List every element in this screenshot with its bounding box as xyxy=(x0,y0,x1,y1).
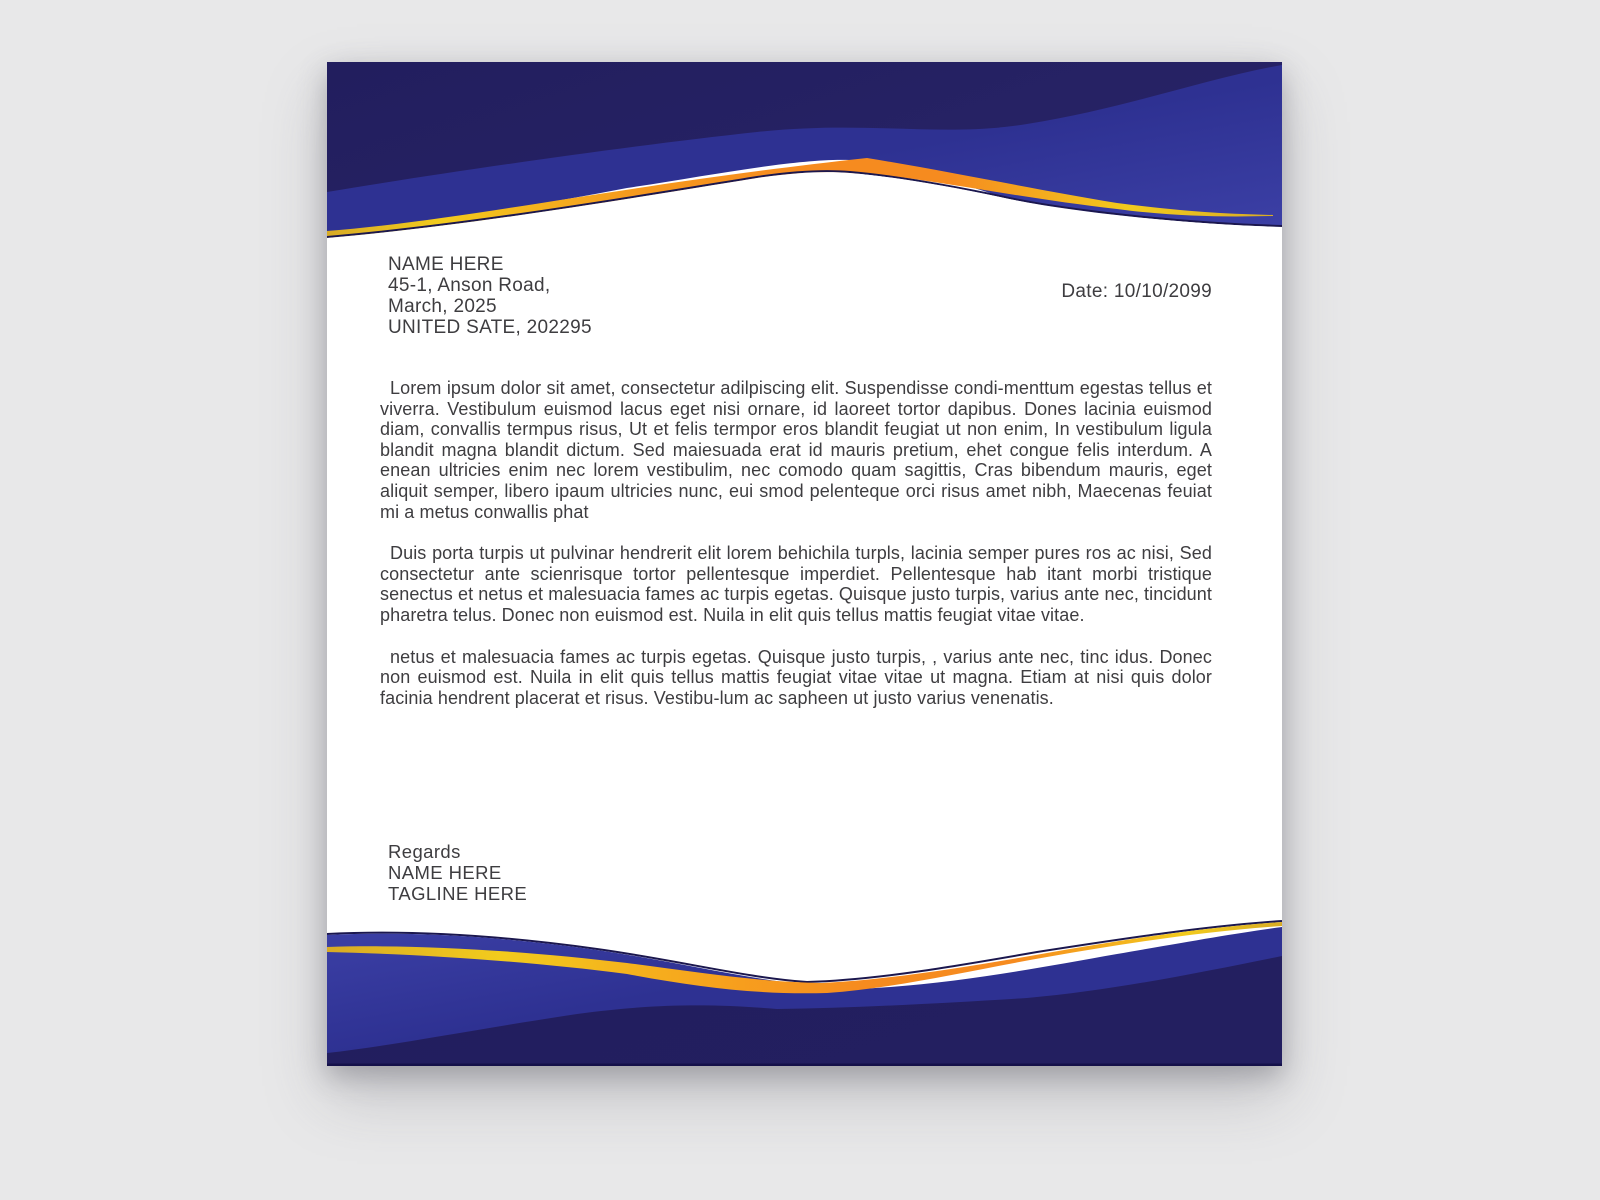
sender-name: NAME HERE xyxy=(388,254,504,275)
sender-address: 45-1, Anson Road, xyxy=(388,275,551,296)
signature-tagline: TAGLINE HERE xyxy=(388,883,528,904)
sender-city: March, 2025 xyxy=(388,296,497,317)
footer-wave-graphic xyxy=(327,890,1282,1066)
sender-country: UNITED SATE, 202295 xyxy=(388,317,592,338)
letter-body xyxy=(380,378,1212,729)
paragraph-1: Lorem ipsum dolor sit amet, consectetur adilpiscing elit. Suspendisse condi-menttum egestas tellus et viverra. Vestibulum euismod lacus eget nisi ornare, id laoreet tortor dapibus. Dones lacinia euismod diam, convallis termpus risus, Ut et felis termpor eros blandit feugiat ut non enim, In vestibulum ligula blandit magna blandit dictum. Sed maiesuada erat id mauris pretium, ehet congue felis interdum. A enean ultricies enim nec lorem vestibulim, nec comodo quam sagittis, Cras bibendum mauris, eget aliquit semper, libero ipaum ultricies nunc, eui smod pelenteque orci risus amet nibh, Maecenas feuiat mi a metus conwallis phat xyxy=(380,378,1212,522)
paragraph-3: netus et malesuacia fames ac turpis egetas. Quisque justo turpis, , varius ante nec, tinc idus. Donec non euismod est. Nuila in elit quis tellus mattis feugiat vitae vitae ut magna. Etiam at nisi quis dolor facinia hendrent placerat et risus. Vestibu-lum ac sapheen ut justo varius venenatis. xyxy=(380,646,1212,708)
footer-baseline xyxy=(327,1064,1282,1067)
letterhead-page xyxy=(327,62,1282,1066)
signature-regards: Regards xyxy=(388,841,461,862)
sender-block xyxy=(388,254,592,338)
signature-name: NAME HERE xyxy=(388,862,502,883)
paragraph-2: Duis porta turpis ut pulvinar hendrerit elit lorem behichila turpls, lacinia semper pures ros ac nisi, Sed consectetur ante scienrisque tortor pellentesque imperdiet. Pellentesque hab itant morbi tristique senectus et netus et malesuacia fames ac turpis egetas. Quisque justo turpis, varius ante nec, tincidunt pharetra telus. Donec non euismod est. Nuila in elit quis tellus mattis feugiat vitae vitae. xyxy=(380,543,1212,625)
date-line: Date: 10/10/2099 xyxy=(1061,281,1212,302)
